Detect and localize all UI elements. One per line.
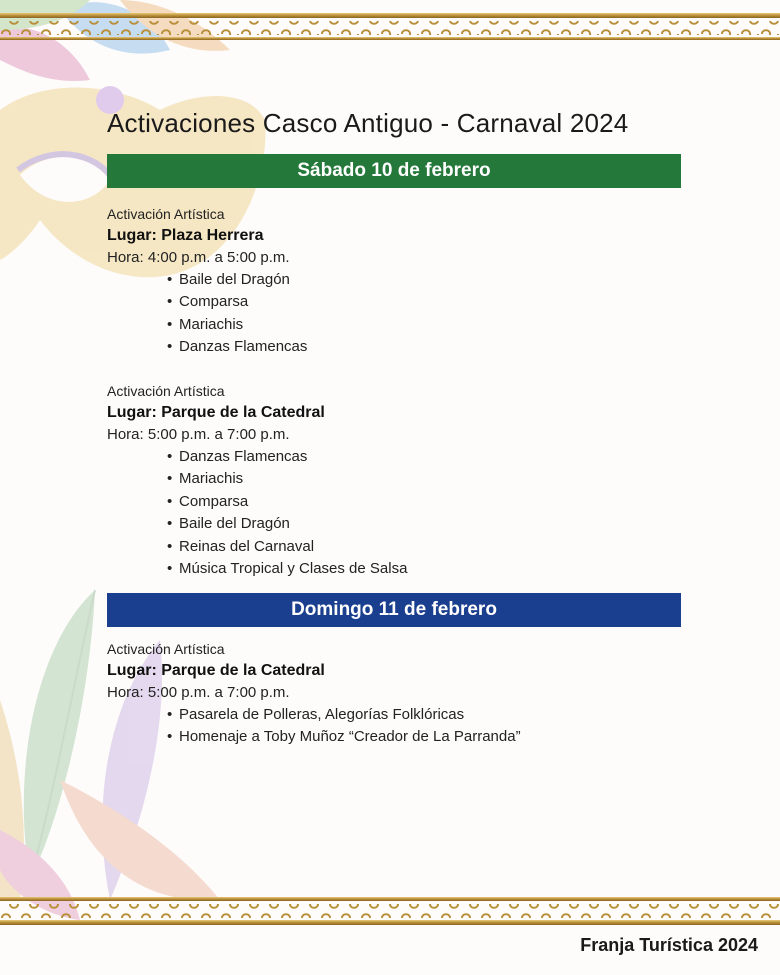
bottom-ornamental-border (0, 897, 780, 927)
event-hour: Hora: 4:00 p.m. a 5:00 p.m. (107, 249, 290, 266)
list-item (167, 513, 707, 535)
list-item-label: Homenaje a Toby Muñoz “Creador de La Parranda” (179, 728, 521, 746)
bullet-icon: • (167, 315, 173, 333)
list-item (167, 704, 707, 726)
bullet-icon: • (167, 271, 173, 288)
list-item-label: Reinas del Carnaval (179, 537, 315, 555)
list-item-label: Comparsa (179, 492, 249, 510)
bullet-icon: • (167, 338, 173, 356)
page-title: Activaciones Casco Antiguo - Carnaval 2024 (107, 108, 629, 138)
list-item-label: Mariachis (179, 315, 244, 333)
list-item-label: Baile del Dragón (179, 271, 290, 288)
list-item (167, 468, 707, 490)
list-item (167, 269, 707, 291)
list-item-label: Danzas Flamencas (179, 448, 308, 465)
bullet-icon: • (167, 448, 173, 465)
footer-brand: Franja Turística 2024 (580, 935, 758, 955)
activity-list (107, 704, 707, 749)
bullet-icon: • (167, 559, 173, 577)
event-block (107, 203, 707, 359)
list-item-label: Música Tropical y Clases de Salsa (179, 559, 408, 577)
bullet-icon: • (167, 728, 173, 746)
event-type: Activación Artística (107, 641, 225, 657)
event-place: Lugar: Plaza Herrera (107, 227, 264, 244)
day-header-label: Domingo 11 de febrero (291, 599, 497, 620)
event-place: Lugar: Parque de la Catedral (107, 404, 325, 421)
event-place: Lugar: Parque de la Catedral (107, 662, 325, 679)
top-ornamental-border (0, 13, 780, 43)
list-item (167, 446, 707, 468)
day-header-label: Sábado 10 de febrero (297, 160, 491, 181)
list-item-label: Baile del Dragón (179, 515, 290, 533)
list-item (167, 291, 707, 313)
list-item (167, 536, 707, 558)
list-item-label: Danzas Flamencas (179, 338, 308, 356)
day-header-sunday (107, 593, 681, 627)
event-block (107, 380, 707, 580)
event-hour: Hora: 5:00 p.m. a 7:00 p.m. (107, 426, 290, 443)
list-item (167, 726, 707, 748)
event-block (107, 638, 707, 749)
event-type: Activación Artística (107, 206, 225, 222)
list-item (167, 336, 707, 358)
bullet-icon: • (167, 293, 173, 311)
event-hour: Hora: 5:00 p.m. a 7:00 p.m. (107, 684, 290, 701)
day-header-saturday (107, 154, 681, 188)
list-item-label: Pasarela de Polleras, Alegorías Folklóricas (179, 706, 465, 723)
bullet-icon: • (167, 537, 173, 555)
list-item (167, 558, 707, 580)
event-type: Activación Artística (107, 383, 225, 399)
list-item-label: Mariachis (179, 470, 244, 488)
bullet-icon: • (167, 492, 173, 510)
bullet-icon: • (167, 470, 173, 488)
bullet-icon: • (167, 706, 173, 723)
list-item (167, 491, 707, 513)
activity-list (107, 446, 707, 580)
activity-list (107, 269, 707, 359)
list-item (167, 314, 707, 336)
bullet-icon: • (167, 515, 173, 533)
list-item-label: Comparsa (179, 293, 249, 311)
